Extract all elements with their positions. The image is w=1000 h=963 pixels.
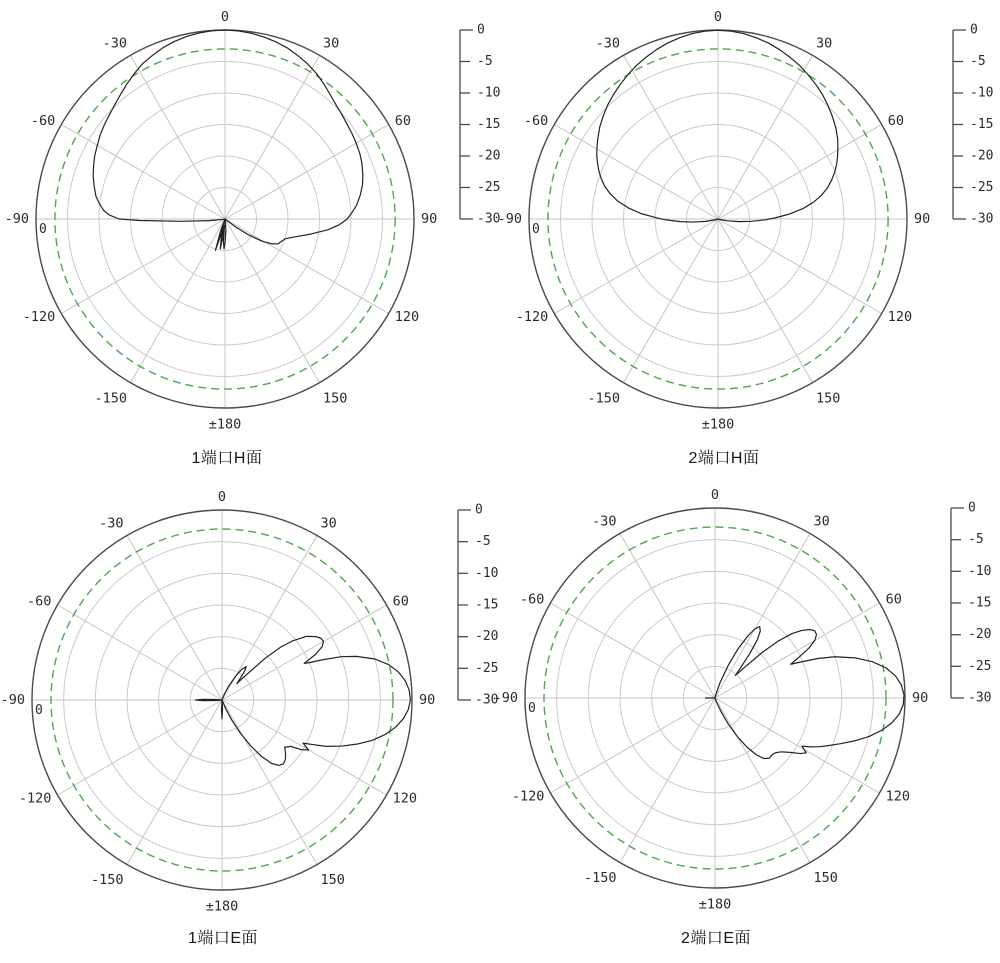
- polar-plot-port1-e-plane: [1, 489, 499, 915]
- angle-tick-label: 30: [816, 35, 833, 52]
- scale-bar-tick-label: -10: [968, 563, 992, 579]
- angle-tick-label: 120: [392, 790, 417, 807]
- scale-bar-tick-label: -10: [970, 85, 994, 101]
- angle-tick-label: 120: [887, 309, 913, 325]
- angle-tick-label: -60: [523, 113, 549, 129]
- angle-tick-label: 60: [392, 593, 409, 610]
- angle-tick-label: -120: [22, 309, 56, 325]
- scale-bar-tick-label: -5: [970, 54, 986, 69]
- db-scale-bar: [951, 501, 991, 706]
- angle-tick-label: -60: [27, 593, 52, 610]
- angle-tick-label: 150: [323, 390, 348, 407]
- scale-bar-tick-label: 0: [970, 22, 978, 38]
- chart-title-port2-h-plane: 2端口H面: [688, 450, 760, 467]
- scale-bar-tick-label: 0: [477, 22, 485, 38]
- angle-tick-label: 0: [713, 9, 723, 25]
- scale-bar-tick-label: -20: [475, 629, 499, 645]
- angle-tick-label: ±180: [698, 896, 732, 913]
- scale-bar-tick-label: -30: [475, 692, 499, 708]
- angle-tick-label: -90: [493, 690, 518, 706]
- scale-bar-tick-label: -25: [970, 180, 994, 195]
- angle-tick-label: 150: [320, 872, 345, 889]
- angle-tick-label: -90: [4, 211, 29, 227]
- angle-tick-label: 90: [419, 692, 436, 708]
- scale-bar-tick-label: 0: [968, 500, 976, 516]
- angle-tick-label: -90: [0, 692, 25, 708]
- polar-plot-port2-e-plane: [494, 487, 992, 913]
- angle-tick-label: -60: [520, 591, 545, 608]
- angle-tick-label: -60: [30, 113, 56, 129]
- chart-title-port1-h-plane: 1端口H面: [191, 450, 263, 467]
- scale-bar-tick-label: -30: [968, 690, 992, 706]
- radial-zero-label: 0: [39, 222, 47, 237]
- angle-tick-label: 90: [421, 211, 438, 227]
- scale-bar-tick-label: -15: [970, 117, 994, 132]
- scale-bar-tick-label: 0: [475, 502, 483, 518]
- angle-tick-label: 30: [320, 515, 337, 532]
- angle-tick-label: ±180: [205, 898, 239, 915]
- db-scale-bar: [458, 503, 498, 708]
- angle-tick-label: -150: [90, 872, 124, 889]
- chart-title-port2-e-plane: 2端口E面: [680, 930, 752, 947]
- scale-bar-tick-label: -30: [970, 211, 994, 227]
- scale-bar-tick-label: -10: [475, 565, 499, 581]
- scale-bar-tick-label: -25: [475, 660, 499, 676]
- angle-tick-label: -30: [99, 515, 124, 532]
- angle-tick-label: -150: [583, 870, 617, 887]
- angle-tick-label: 60: [887, 113, 904, 129]
- db-scale-bar: [460, 23, 500, 227]
- angle-tick-label: 30: [323, 35, 340, 52]
- scale-bar-tick-label: -5: [968, 532, 984, 548]
- angle-tick-label: -150: [587, 390, 620, 407]
- angle-tick-label: -120: [18, 790, 52, 807]
- scale-bar-tick-label: -10: [477, 85, 501, 101]
- angle-tick-label: 60: [885, 591, 902, 608]
- angle-tick-label: -150: [94, 390, 127, 407]
- db-scale-bar: [953, 23, 993, 227]
- angle-tick-label: -30: [592, 513, 617, 530]
- scale-bar-tick-label: -15: [968, 595, 992, 611]
- chart-title-port1-e-plane: 1端口E面: [187, 930, 259, 947]
- angle-tick-label: -120: [515, 309, 549, 325]
- scale-bar-tick-label: -5: [475, 534, 491, 550]
- scale-bar-tick-label: -5: [477, 54, 493, 69]
- scale-bar-tick-label: -15: [475, 597, 499, 613]
- pattern-curve-port1-e-plane: [195, 636, 410, 765]
- angle-tick-label: 30: [813, 513, 830, 530]
- angle-tick-label: 0: [710, 487, 720, 503]
- radial-zero-label: 0: [35, 703, 43, 718]
- scale-bar-tick-label: -20: [477, 148, 501, 164]
- angle-tick-label: -120: [511, 788, 545, 805]
- angle-tick-label: -30: [102, 35, 127, 52]
- scale-bar-tick-label: -20: [970, 148, 994, 164]
- polar-plot-port1-h-plane: [5, 9, 501, 433]
- scale-bar-tick-label: -20: [968, 627, 992, 643]
- angle-tick-label: 120: [394, 309, 420, 325]
- radial-zero-label: 0: [528, 701, 536, 716]
- angle-tick-label: 150: [813, 870, 838, 887]
- angle-tick-label: ±180: [208, 416, 242, 433]
- angle-tick-label: -30: [595, 35, 620, 52]
- angle-tick-label: 120: [885, 788, 910, 805]
- scale-bar-tick-label: -15: [477, 117, 501, 132]
- scale-bar-tick-label: -25: [477, 180, 501, 195]
- angle-tick-label: 90: [914, 211, 931, 227]
- angle-tick-label: 90: [912, 690, 929, 706]
- angle-tick-label: 60: [394, 113, 411, 129]
- angle-tick-label: 150: [816, 390, 841, 407]
- angle-tick-label: -90: [497, 211, 522, 227]
- scale-bar-tick-label: -30: [477, 211, 501, 227]
- radial-zero-label: 0: [532, 222, 540, 237]
- angle-tick-label: 0: [217, 489, 227, 505]
- angle-tick-label: ±180: [701, 416, 735, 433]
- scale-bar-tick-label: -25: [968, 658, 992, 674]
- angle-tick-label: 0: [220, 9, 230, 25]
- polar-plot-port2-h-plane: [498, 9, 994, 433]
